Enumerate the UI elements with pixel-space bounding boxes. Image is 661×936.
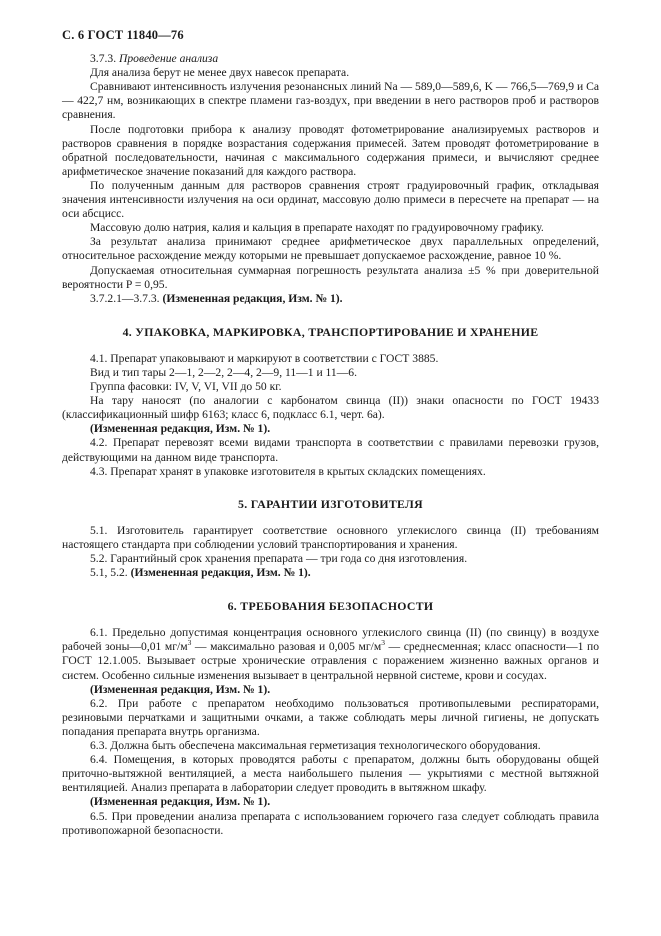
amendment-note: (Измененная редакция, Изм. № 1). [90, 422, 271, 436]
paragraph: Массовую долю натрия, калия и кальция в препарате находят по градуировочному графику. [90, 221, 544, 235]
paragraph: За результат анализа принимают среднее арифметическое двух параллельных определений, относительное расхождение между которыми не превышает допускаемое расхождение, равное 10 %. [62, 235, 599, 263]
text-run: 6.1. Предельно допустимая концентрация основного углекислого свинца (II) (по свинцу) в воздухе рабочей зоны—0,01 мг/м [62, 626, 599, 654]
text-run: — максимально разовая и 0,005 мг/м [191, 640, 382, 654]
paragraph: 6.5. При проведении анализа препарата с использованием горючего газа следует соблюдать правила противопожарной безопасности. [62, 809, 599, 837]
paragraph: Группа фасовки: IV, V, VI, VII до 50 кг. [90, 380, 282, 394]
running-head: С. 6 ГОСТ 11840—76 [62, 28, 184, 42]
paragraph: 4.1. Препарат упаковывают и маркируют в соответствии с ГОСТ 3885. [90, 351, 439, 365]
paragraph: Для анализа берут не менее двух навесок препарата. [90, 66, 350, 80]
amendment-note [62, 292, 599, 306]
paragraph: Допускаемая относительная суммарная погрешность результата анализа ±5 % при доверительной вероятности P = 0,95. [62, 263, 599, 291]
superscript: 3 [187, 638, 192, 648]
amendment-note: (Измененная редакция, Изм. № 1). [90, 682, 271, 696]
paragraph: На тару наносят (по аналогии с карбонатом свинца (II)) знаки опасности по ГОСТ 19433 (классификационный шифр 6163; класс 6, подкласс 6.1, черт. 6а). [62, 394, 599, 422]
amendment-text: (Измененная редакция, Изм. № 1). [162, 291, 343, 305]
section-5-title: 5. ГАРАНТИИ ИЗГОТОВИТЕЛЯ [238, 496, 423, 511]
paragraph [62, 626, 599, 682]
text-run: — среднесменная; класс опасности—1 по ГОСТ 12.1.005. Вызывает острые хронические отравления с поражением жизненно важных органов и систем. Особенно сильные изменения вызывает в центральной нервной системе, крови и сосудах. [62, 640, 599, 682]
amendment-ref: 3.7.2.1—3.7.3. [90, 291, 160, 305]
paragraph: После подготовки прибора к анализу проводят фотометрирование анализируемых растворов и растворов сравнения в порядке возрастания содержания примесей. Затем проводят фотометрирование в обратной последовательности, начиная с максимального содержания примеси, и вычисляют среднее арифметическое значение показаний для каждого раствора. [62, 122, 599, 178]
superscript: 3 [381, 638, 385, 648]
paragraph: 6.2. При работе с препаратом необходимо пользоваться противопылевыми респираторами, резиновыми перчатками и защитными очками, а также соблюдать меры личной гигиены, не допускать попадания препарата внутрь организма. [62, 696, 599, 738]
amendment-text: (Измененная редакция, Изм. № 1). [130, 566, 311, 580]
paragraph: 6.3. Должна быть обеспечена максимальная герметизация технологического оборудования. [90, 739, 541, 753]
clause-number: 3.7.3. [90, 52, 117, 66]
amendment-ref: 5.1, 5.2. [90, 566, 128, 580]
paragraph: 4.3. Препарат хранят в упаковке изготовителя в крытых складских помещениях. [90, 464, 486, 478]
clause-title: Проведение анализа [119, 52, 219, 66]
amendment-note [62, 566, 599, 580]
paragraph: 4.2. Препарат перевозят всеми видами транспорта в соответствии с правилами перевозки грузов, действующими на данном виде транспорта. [62, 436, 599, 464]
paragraph: По полученным данным для растворов сравнения строят градуировочный график, откладывая значения интенсивности излучения на оси ординат, массовую долю примеси в пересчете на препарат — на оси абсцисс. [62, 178, 599, 221]
section-4-title: 4. УПАКОВКА, МАРКИРОВКА, ТРАНСПОРТИРОВАНИЕ И ХРАНЕНИЕ [122, 324, 539, 339]
paragraph: Вид и тип тары 2—1, 2—2, 2—4, 2—9, 11—1 и 11—6. [90, 365, 357, 379]
paragraph: 5.2. Гарантийный срок хранения препарата — три года со дня изготовления. [90, 552, 468, 565]
paragraph: 5.1. Изготовитель гарантирует соответствие основного углекислого свинца (II) требованиям настоящего стандарта при соблюдении условий транспортирования и хранения. [62, 523, 599, 551]
amendment-note: (Измененная редакция, Изм. № 1). [90, 795, 271, 809]
clause-3-7-3-heading [62, 52, 599, 66]
paragraph: 6.4. Помещения, в которых проводятся работы с препаратом, должны быть оборудованы общей приточно-вытяжной вентиляцией, а места наибольшего пыления — укрытиями с местной вытяжной вентиляцией. Анализ препарата в лаборатории следует проводить в вытяжном шкафу. [62, 753, 599, 795]
paragraph: Сравнивают интенсивность излучения резонансных линий Na — 589,0—589,6, K — 766,5—769,9 и Ca — 422,7 нм, возникающих в спектре пламени газ-воздух, при введении в него растворов проб и растворов сравнения. [62, 80, 599, 122]
section-6-title: 6. ТРЕБОВАНИЯ БЕЗОПАСНОСТИ [227, 599, 434, 614]
